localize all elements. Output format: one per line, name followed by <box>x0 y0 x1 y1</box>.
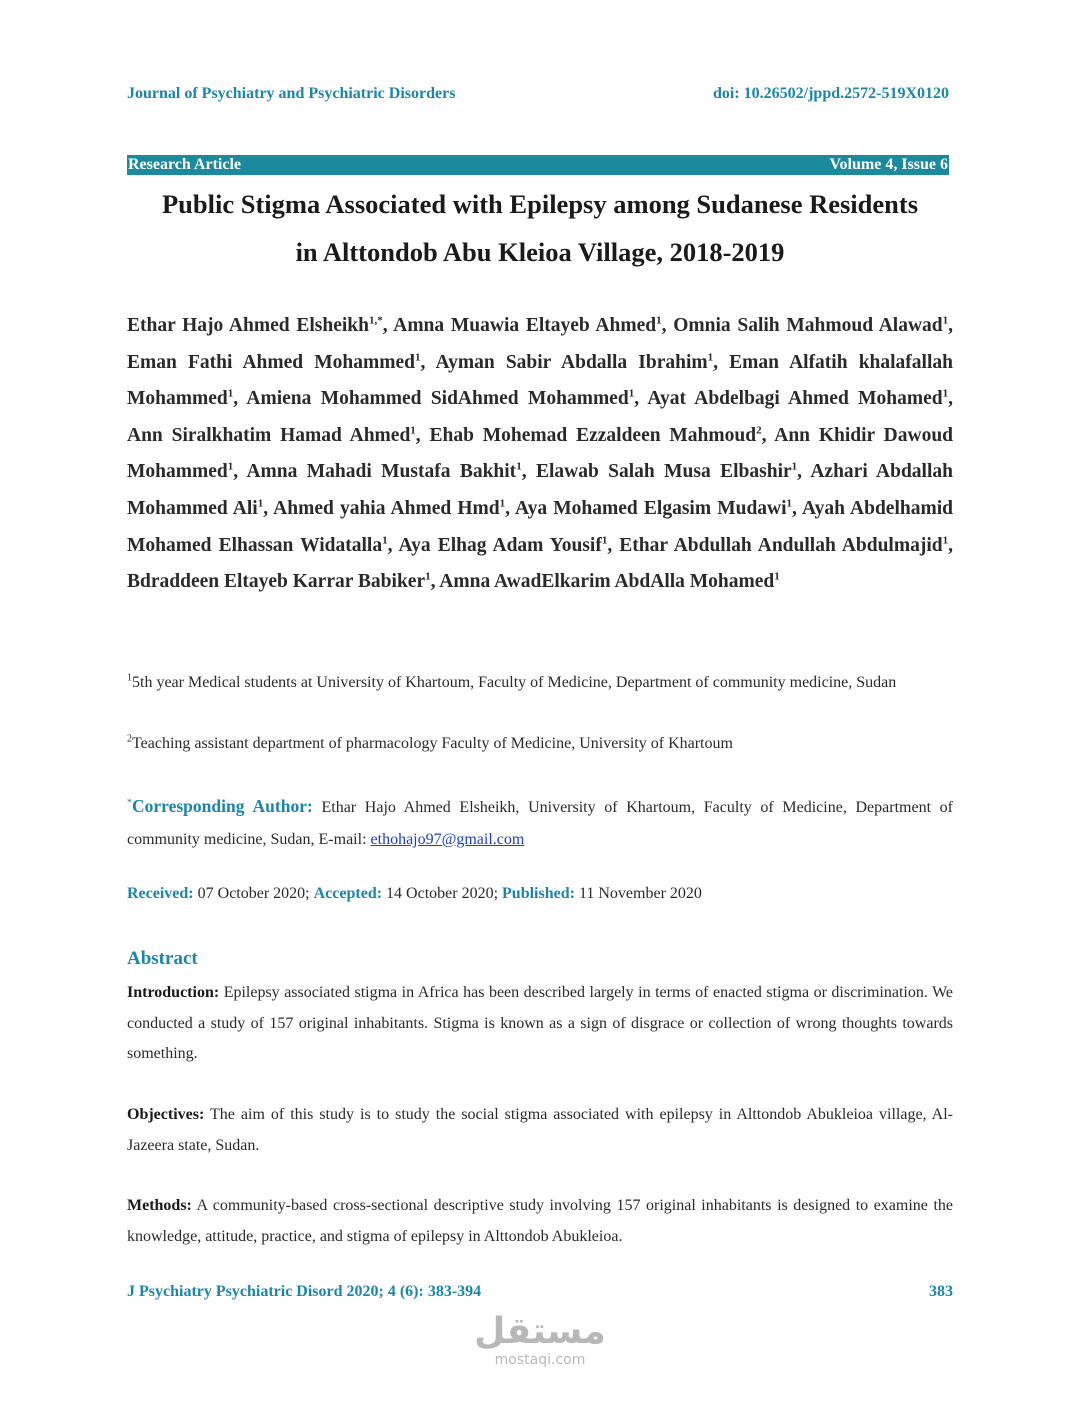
author <box>246 461 521 482</box>
publication-dates <box>127 885 702 903</box>
author-name: Amna AwadElkarim AbdAlla Mohamed <box>439 571 775 593</box>
author-affiliation-marker: 1 <box>942 534 949 547</box>
author <box>515 498 792 519</box>
author-affiliation-marker: 1 <box>707 351 714 364</box>
journal-name: Journal of Psychiatry and Psychiatric Disorders <box>127 85 456 102</box>
author-affiliation-marker: 2 <box>756 424 762 437</box>
author-name: Ehab Mohemad Ezzaldeen Mahmoud <box>429 424 757 446</box>
watermark-latin: mostaqi.com <box>494 1352 586 1368</box>
author-name: Eman Fathi Ahmed Mohammed <box>127 351 416 373</box>
author-affiliation-marker: 1 <box>942 314 949 327</box>
author <box>127 315 383 336</box>
author <box>393 315 661 336</box>
author <box>435 352 713 373</box>
author <box>273 498 505 519</box>
author-affiliation-marker: 1 <box>774 570 780 583</box>
accepted-label: Accepted: <box>313 885 383 902</box>
author-affiliation-marker: 1 <box>516 460 522 473</box>
author-name: Amiena Mohammed SidAhmed Mohammed <box>246 388 629 410</box>
author-affiliation-marker: 1 <box>425 570 431 583</box>
author-name: Ann Siralkhatim Hamad Ahmed <box>127 424 411 446</box>
abstract-introduction <box>127 978 953 1070</box>
introduction-label: Introduction: <box>127 984 220 1001</box>
author-affiliation-marker: 1 <box>382 534 388 547</box>
author-name: Ayah Abdelhamid Mohamed Elhassan Widatalla <box>127 497 953 556</box>
published-date: 11 November 2020 <box>574 885 702 902</box>
author-affiliation-marker: 1 <box>227 460 234 473</box>
watermark <box>470 1312 610 1368</box>
author-name: Omnia Salih Mahmoud Alawad <box>673 315 943 336</box>
author <box>127 352 421 373</box>
corresponding-text: Ethar Hajo Ahmed Elsheikh, University of Khartoum, Faculty of Medicine, Department of community medicine, Sudan, E-mail: <box>127 799 953 848</box>
author <box>246 388 634 409</box>
author-affiliation-marker: 1 <box>656 314 662 327</box>
author-name: Amna Muawia Eltayeb Ahmed <box>393 315 657 336</box>
author <box>430 425 762 446</box>
author <box>647 388 948 409</box>
abstract-heading: Abstract <box>127 948 198 969</box>
author <box>536 461 797 482</box>
introduction-text: Epilepsy associated stigma in Africa has been described largely in terms of enacted stigma or discrimination. We conducted a study of 157 original inhabitants. Stigma is known as a sign of disgrace or collection of wrong thoughts towards something. <box>127 984 953 1062</box>
accepted-date: 14 October 2020; <box>382 885 503 902</box>
author-affiliation-marker: 1 <box>942 387 949 400</box>
article-type-bar <box>127 155 949 175</box>
author-affiliation-marker: 1 <box>786 497 793 510</box>
author-name: Azhari Abdallah Mohammed Ali <box>127 461 953 519</box>
author-name: Aya Mohamed Elgasim Mudawi <box>515 497 787 519</box>
author <box>127 425 416 446</box>
author-affiliation-marker: 1 <box>257 497 264 510</box>
affiliation-text: Teaching assistant department of pharmacology Faculty of Medicine, University of Khartoum <box>132 735 733 752</box>
author-affiliation-marker: 1 <box>791 460 798 473</box>
author-name: Bdraddeen Eltayeb Karrar Babiker <box>127 571 426 593</box>
author-name: Ethar Hajo Ahmed Elsheikh <box>127 315 369 336</box>
corresponding-author <box>127 790 953 856</box>
author-affiliation-marker: 1 <box>227 387 234 400</box>
received-date: 07 October 2020; <box>193 885 314 902</box>
page-number: 383 <box>929 1283 953 1300</box>
affiliation-marker: 1 <box>127 672 132 684</box>
author <box>439 571 779 592</box>
author-affiliation-marker: 1 <box>415 351 421 364</box>
objectives-label: Objectives: <box>127 1106 205 1123</box>
author-name: Ayat Abdelbagi Ahmed Mohamed <box>647 388 943 410</box>
title-line-1: Public Stigma Associated with Epilepsy among Sudanese Residents <box>161 189 919 219</box>
author-name: Ahmed yahia Ahmed Hmd <box>273 497 500 519</box>
author-affiliation-marker: 1 <box>499 497 506 510</box>
author <box>127 571 431 592</box>
corresponding-marker: * <box>127 797 132 809</box>
author-affiliation-marker: 1 <box>601 534 608 547</box>
email-link[interactable]: ethohajo97@gmail.com <box>370 831 525 848</box>
author <box>673 315 948 336</box>
author-list: Ethar Hajo Ahmed Elsheikh$^{1,*}$, Amna Muawia Eltayeb Ahmed$^1$, Omnia Salih Mahmoud Alawad$^1$, Eman Fathi Ahmed Mohammed$^1$, Ayman Sabir Abdalla Ibrahim$^1$, Eman Alfatih khalafallah Mohammed$^1$, Amiena Mohammed SidAhmed Mohammed$^1$, Ayat Abdelbagi Ahmed Mohamed$^1$, Ann Siralkhatim Hamad Ahmed$^1$, Ehab Mohemad Ezzaldeen Mahmoud$^2$, Ann Khidir Dawoud Mohammed$^1$, Amna Mahadi Mustafa Bakhit$^1$, Elawab Salah Musa Elbashir$^1$, Azhari Abdallah Mohammed Ali$^1$, Ahmed yahia Ahmed Hmd$^1$, Aya Mohamed Elgasim Mudawi$^1$, Ayah Abdelhamid Mohamed Elhassan Widatalla$^1$, Aya Elhag Adam Yousif$^1$, Ethar Abdullah Andullah Abdulmajid$^1$, Bdraddeen Eltayeb Karrar Babiker$^1$, Amna AwadElkarim AbdAlla Mohamed$^1$ <box>127 314 954 593</box>
author-name: Eman Alfatih khalafallah Mohammed <box>127 351 953 410</box>
affiliation-2 <box>127 729 953 759</box>
author <box>619 535 948 556</box>
author-name: Elawab Salah Musa Elbashir <box>535 461 792 483</box>
author-name: Aya Elhag Adam Yousif <box>398 534 602 556</box>
affiliation-marker: 2 <box>127 733 132 745</box>
author-name: Amna Mahadi Mustafa Bakhit <box>246 461 517 483</box>
methods-text: A community-based cross-sectional descriptive study involving 157 original inhabitants is designed to examine the knowledge, attitude, practice, and stigma of epilepsy in Alttondob Abukleioa. <box>127 1197 953 1245</box>
corresponding-label: Corresponding Author: <box>132 796 313 816</box>
author-affiliation-marker: 1 <box>628 387 635 400</box>
abstract-objectives <box>127 1100 953 1161</box>
author-name: Ethar Abdullah Andullah Abdulmajid <box>619 534 943 556</box>
watermark-arabic: مستقل <box>474 1311 606 1352</box>
author-affiliation-marker: 1 <box>410 424 416 437</box>
volume-issue: Volume 4, Issue 6 <box>829 156 948 173</box>
doi: doi: 10.26502/jppd.2572-519X0120 <box>712 85 949 102</box>
received-label: Received: <box>127 885 194 902</box>
title-line-2: in Alttondob Abu Kleioa Village, 2018-2019 <box>295 237 785 267</box>
abstract-methods <box>127 1191 953 1252</box>
author <box>399 535 608 556</box>
published-label: Published: <box>502 885 575 902</box>
author-name: Ann Khidir Dawoud Mohammed <box>127 424 954 483</box>
objectives-text: The aim of this study is to study the social stigma associated with epilepsy in Alttondob Abukleioa village, Al-Jazeera state, Sudan. <box>127 1106 953 1154</box>
affiliation-1 <box>127 668 953 698</box>
author-name: Ayman Sabir Abdalla Ibrahim <box>435 351 708 373</box>
author-affiliation-marker: 1,* <box>368 314 383 327</box>
methods-label: Methods: <box>127 1197 192 1214</box>
article-type: Research Article <box>128 156 241 173</box>
article-title <box>100 180 980 276</box>
footer-citation: J Psychiatry Psychiatric Disord 2020; 4 (6): 383-394 <box>127 1283 482 1300</box>
affiliation-text: 5th year Medical students at University of Khartoum, Faculty of Medicine, Department of community medicine, Sudan <box>132 674 897 691</box>
